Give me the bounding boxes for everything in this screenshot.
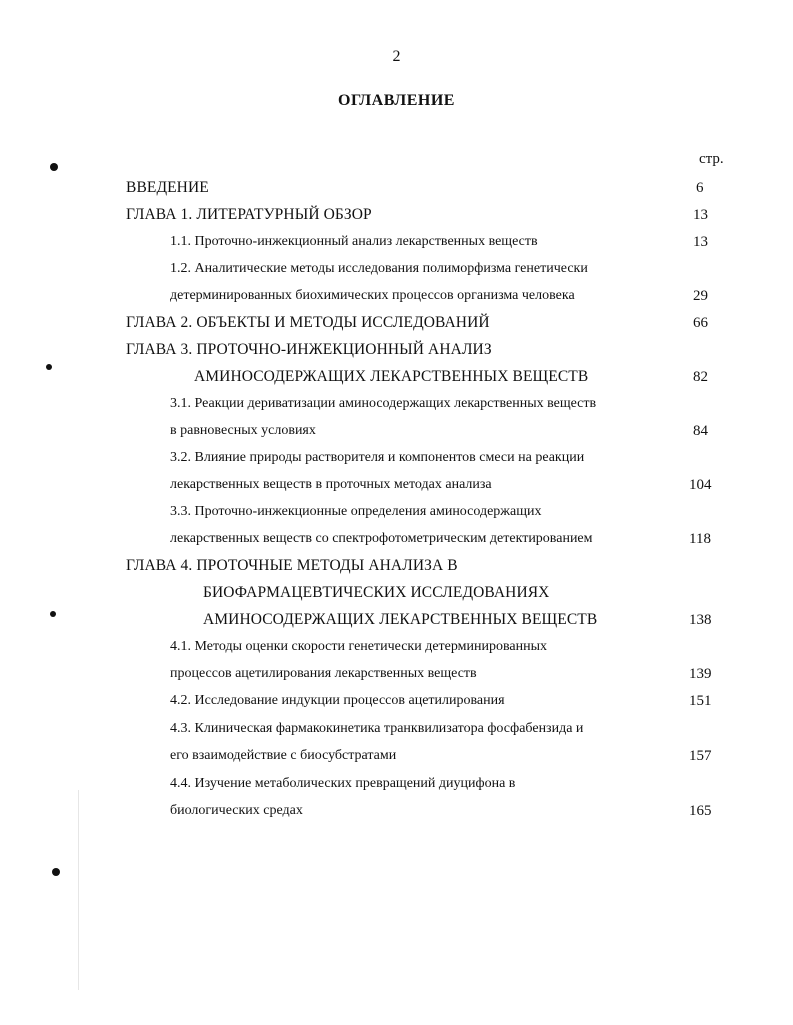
- toc-entry-title-continued: в равновесных условиях: [170, 423, 316, 438]
- toc-entry-title-continued: АМИНОСОДЕРЖАЩИХ ЛЕКАРСТВЕННЫХ ВЕЩЕСТВ: [194, 368, 589, 385]
- toc-entry-title: ГЛАВА 1. ЛИТЕРАТУРНЫЙ ОБЗОР: [126, 206, 372, 223]
- scan-artifact-line: [78, 790, 79, 990]
- toc-entry-title: 1.1. Проточно-инжекционный анализ лекарственных веществ: [170, 234, 538, 249]
- page-column-label: стр.: [699, 151, 724, 167]
- toc-entry-title: ГЛАВА 2. ОБЪЕКТЫ И МЕТОДЫ ИССЛЕДОВАНИЙ: [126, 314, 490, 331]
- binder-hole-mark: [52, 868, 60, 876]
- toc-entry-title-continued: биологических средах: [170, 803, 303, 818]
- toc-entry-title-continued: БИОФАРМАЦЕВТИЧЕСКИХ ИССЛЕДОВАНИЯХ: [203, 584, 550, 601]
- toc-entry-page: 6: [696, 180, 704, 196]
- toc-entry-title-continued: процессов ацетилирования лекарственных веществ: [170, 666, 477, 681]
- toc-entry-page: 157: [689, 748, 712, 764]
- toc-entry-title: ГЛАВА 3. ПРОТОЧНО-ИНЖЕКЦИОННЫЙ АНАЛИЗ: [126, 341, 492, 358]
- toc-entry-title-continued: детерминированных биохимических процессов организма человека: [170, 288, 575, 303]
- binder-hole-mark: [50, 611, 56, 617]
- toc-entry-page: 165: [689, 803, 712, 819]
- toc-entry-page: 13: [693, 207, 708, 223]
- toc-entry-title: ВВЕДЕНИЕ: [126, 179, 209, 196]
- page-title: ОГЛАВЛЕНИЕ: [338, 92, 455, 109]
- toc-entry-title: 3.3. Проточно-инжекционные определения аминосодержащих: [170, 504, 542, 519]
- toc-entry-page: 66: [693, 315, 708, 331]
- toc-entry-page: 138: [689, 612, 712, 628]
- toc-entry-title: 4.3. Клиническая фармакокинетика транквилизатора фосфабензида и: [170, 721, 584, 736]
- toc-entry-title: 4.2. Исследование индукции процессов ацетилирования: [170, 693, 505, 708]
- toc-entry-page: 82: [693, 369, 708, 385]
- toc-entry-page: 139: [689, 666, 712, 682]
- toc-entry-title-continued: АМИНОСОДЕРЖАЩИХ ЛЕКАРСТВЕННЫХ ВЕЩЕСТВ: [203, 611, 598, 628]
- toc-entry-title: 4.1. Методы оценки скорости генетически детерминированных: [170, 639, 548, 654]
- toc-entry-title-continued: лекарственных веществ в проточных методах анализа: [170, 477, 492, 492]
- toc-entry-page: 13: [693, 234, 708, 250]
- toc-entry-page: 151: [689, 693, 712, 709]
- toc-entry-title-continued: его взаимодействие с биосубстратами: [170, 748, 397, 763]
- toc-entry-title: ГЛАВА 4. ПРОТОЧНЫЕ МЕТОДЫ АНАЛИЗА В: [126, 557, 458, 574]
- toc-entry-page: 104: [689, 477, 712, 493]
- toc-entry-page: 29: [693, 288, 708, 304]
- binder-hole-mark: [46, 364, 52, 370]
- toc-entry-title: 1.2. Аналитические методы исследования полиморфизма генетически: [170, 261, 588, 276]
- toc-entry-title-continued: лекарственных веществ со спектрофотометрическим детектированием: [170, 531, 593, 546]
- toc-entry-page: 118: [689, 531, 711, 547]
- toc-entry-title: 4.4. Изучение метаболических превращений диуцифона в: [170, 776, 516, 791]
- binder-hole-mark: [50, 163, 58, 171]
- page-number: 2: [392, 48, 401, 65]
- toc-entry-title: 3.2. Влияние природы растворителя и компонентов смеси на реакции: [170, 450, 585, 465]
- toc-entry-page: 84: [693, 423, 708, 439]
- toc-entry-title: 3.1. Реакции дериватизации аминосодержащих лекарственных веществ: [170, 396, 597, 411]
